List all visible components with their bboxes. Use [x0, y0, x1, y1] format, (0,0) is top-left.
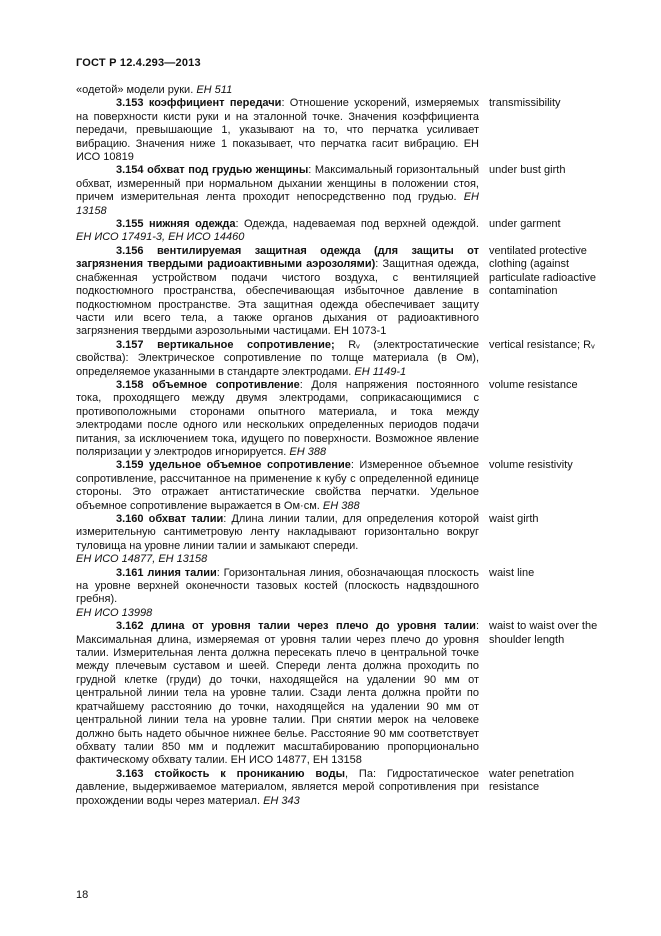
term-paragraph	[76, 164, 479, 218]
term-label: 3.161 линия талии	[116, 566, 217, 579]
entry-3-158	[76, 379, 621, 459]
term-label: 3.157 вертикальное сопротивление;	[116, 338, 335, 351]
term-paragraph	[76, 567, 479, 607]
term-body: Rᵥ (электростатические свойства): Электрическое сопротивление по толще материала (в Ом), определяемое указанными в стандарте электродами.	[76, 338, 479, 378]
term-english: water penetration resistance	[489, 767, 574, 794]
term-label: 3.155 нижняя одежда	[116, 218, 236, 231]
term-reference: ЕН 1149-1	[354, 365, 407, 378]
term-body: : Одежда, надеваемая под верхней одеждой.	[235, 218, 479, 231]
term-body: : Доля напряжения постоянного тока, проходящего между двумя электродами, соприкасающимися с противоположными сторонами опытного материала, и тока между электродами после одного или нескольких определенных периодов подачи питания, за исключением тока, идущего по поверхности. Возможное явление поляризации у электродов игнорируется.	[76, 378, 479, 458]
term-paragraph	[76, 84, 479, 97]
term-english: volume resistivity	[489, 459, 573, 472]
term-reference: ЕН 388	[289, 445, 327, 458]
term-body: : Отношение ускорений, измеряемых на поверхности кисти руки и на эталонной точке. Значения коэффициента передачи, превышающие 1, указывают на то, что перчатка усиливает вибрацию. Значения ниже 1 показывает, что перчатка гасит вибрацию. ЕН ИСО 10819	[76, 97, 479, 164]
term-reference: ЕН 388	[322, 499, 360, 512]
entry-3-155	[76, 218, 621, 245]
term-label: 3.159 удельное объемное сопротивление	[116, 459, 351, 472]
term-reference: ЕН 511	[196, 84, 233, 96]
term-reference-line: ЕН ИСО 14877, ЕН 13158	[76, 553, 208, 566]
term-english: vertical resistance; Rᵥ	[489, 338, 595, 351]
term-label: 3.154 обхват под грудью женщины	[116, 164, 309, 177]
term-reference: ЕН 343	[263, 794, 300, 807]
term-paragraph	[76, 513, 479, 553]
term-english: waist girth	[489, 513, 539, 525]
term-paragraph	[76, 97, 479, 164]
entry-3-154	[76, 164, 621, 218]
term-body: , Па: Гидростатическое давление, выдерживаемое материалом, является мерой сопротивления при прохождении воды через материал.	[76, 767, 479, 807]
term-paragraph	[76, 339, 479, 379]
term-label: 3.162 длина от уровня талии через плечо до уровня талии	[116, 620, 476, 633]
term-reference-line: ЕН ИСО 13998	[76, 606, 153, 619]
document-header-title: ГОСТ Р 12.4.293—2013	[76, 57, 201, 69]
entry-continuation	[76, 84, 621, 97]
term-body: : Длина линии талии, для определения которой измерительную сантиметровую ленту накладывают горизонтально вокруг туловища на уровне линии талии и замыкают спереди.	[76, 513, 479, 552]
term-label: 3.158 объемное сопротивление	[116, 378, 300, 391]
term-label: 3.153 коэффициент передачи	[116, 97, 282, 110]
term-label: 3.156 вентилируемая защитная одежда (для защиты от загрязнения твердыми радиоактивными аэрозолями)	[76, 244, 479, 271]
term-paragraph	[76, 218, 479, 245]
term-reference: ЕН ИСО 17491-3, ЕН ИСО 14460	[76, 231, 245, 244]
entry-3-153	[76, 97, 621, 164]
entry-3-163	[76, 768, 621, 808]
term-english: transmissibility	[489, 97, 561, 110]
term-body: : Защитная одежда, снабженная устройством подачи чистого воздуха, с вентиляцией подкостюмного пространства, обеспечивающая избыточное давление в подкостюмном пространстве. Эта защитная одежда обеспечивает защиту части или всего тела, а также органов дыхания от радиоактивного загрязнения твердыми аэрозольными частицами. ЕН 1073-1	[76, 258, 479, 338]
page-number: 18	[76, 889, 89, 901]
term-paragraph	[76, 620, 479, 767]
term-english: under bust girth	[489, 164, 566, 177]
entry-3-157	[76, 339, 621, 379]
term-english: under garment	[489, 218, 561, 231]
term-body: : Измеренное объемное сопротивление, рассчитанное на применение к кубу с определенной единице стороны. Это отражает антистатические свойства перчатки. Удельное объемное сопротивление выражается в Ом·см.	[76, 459, 479, 512]
term-body: : Максимальный горизонтальный обхват, измеренный при нормальном дыхании женщины в положении стоя, причем измерительная лента проходит непосредственно под грудью.	[76, 164, 479, 204]
term-reference: ЕН 13158	[76, 191, 479, 217]
document-body	[76, 84, 621, 808]
term-paragraph	[76, 245, 479, 339]
term-label: 3.163 стойкость к прониканию воды	[116, 767, 345, 780]
entry-3-156	[76, 245, 621, 339]
term-body: : Горизонтальная линия, обозначающая плоскость на уровне верхней оконечности тазовых костей (плоскость надвздошного гребня).	[76, 566, 480, 606]
term-english: waist line	[489, 566, 535, 579]
entry-3-159	[76, 459, 621, 513]
term-paragraph	[76, 459, 479, 513]
term-english: ventilated protective clothing (against particulate radioactive contamination	[489, 244, 597, 298]
term-english: waist to waist over the shoulder length	[489, 620, 598, 646]
entry-3-160	[76, 513, 621, 567]
term-english: volume resistance	[489, 378, 578, 391]
entry-3-161	[76, 567, 621, 621]
term-body: : Максимальная длина, измеряемая от уровня талии через плечо до уровня талии. Измерительная лента должна пересекать плечо в центральной точке между плечевым суставом и шеей. Спереди лента должна проходить по грудной клетке (груди) до точки, находящейся на удалении 90 мм от центральной линии тела на уровне талии. Сзади лента должна пройти по кратчайшему расстоянию до точки, находящейся на удалении 90 мм от центральной линии тела на уровне талии. При снятии мерок на человеке должно быть надето обычное нижнее белье. Расстояние 90 мм соответствует обхвату талии 850 мм и подлежит масштабированию пропорционально фактическому обхвату талии. ЕН ИСО 14877, ЕН 13158	[76, 620, 479, 767]
entry-3-162	[76, 620, 621, 767]
term-body: «одетой» модели руки.	[76, 84, 197, 96]
term-label: 3.160 обхват талии	[116, 513, 224, 525]
term-paragraph	[76, 768, 479, 808]
term-paragraph	[76, 379, 479, 459]
